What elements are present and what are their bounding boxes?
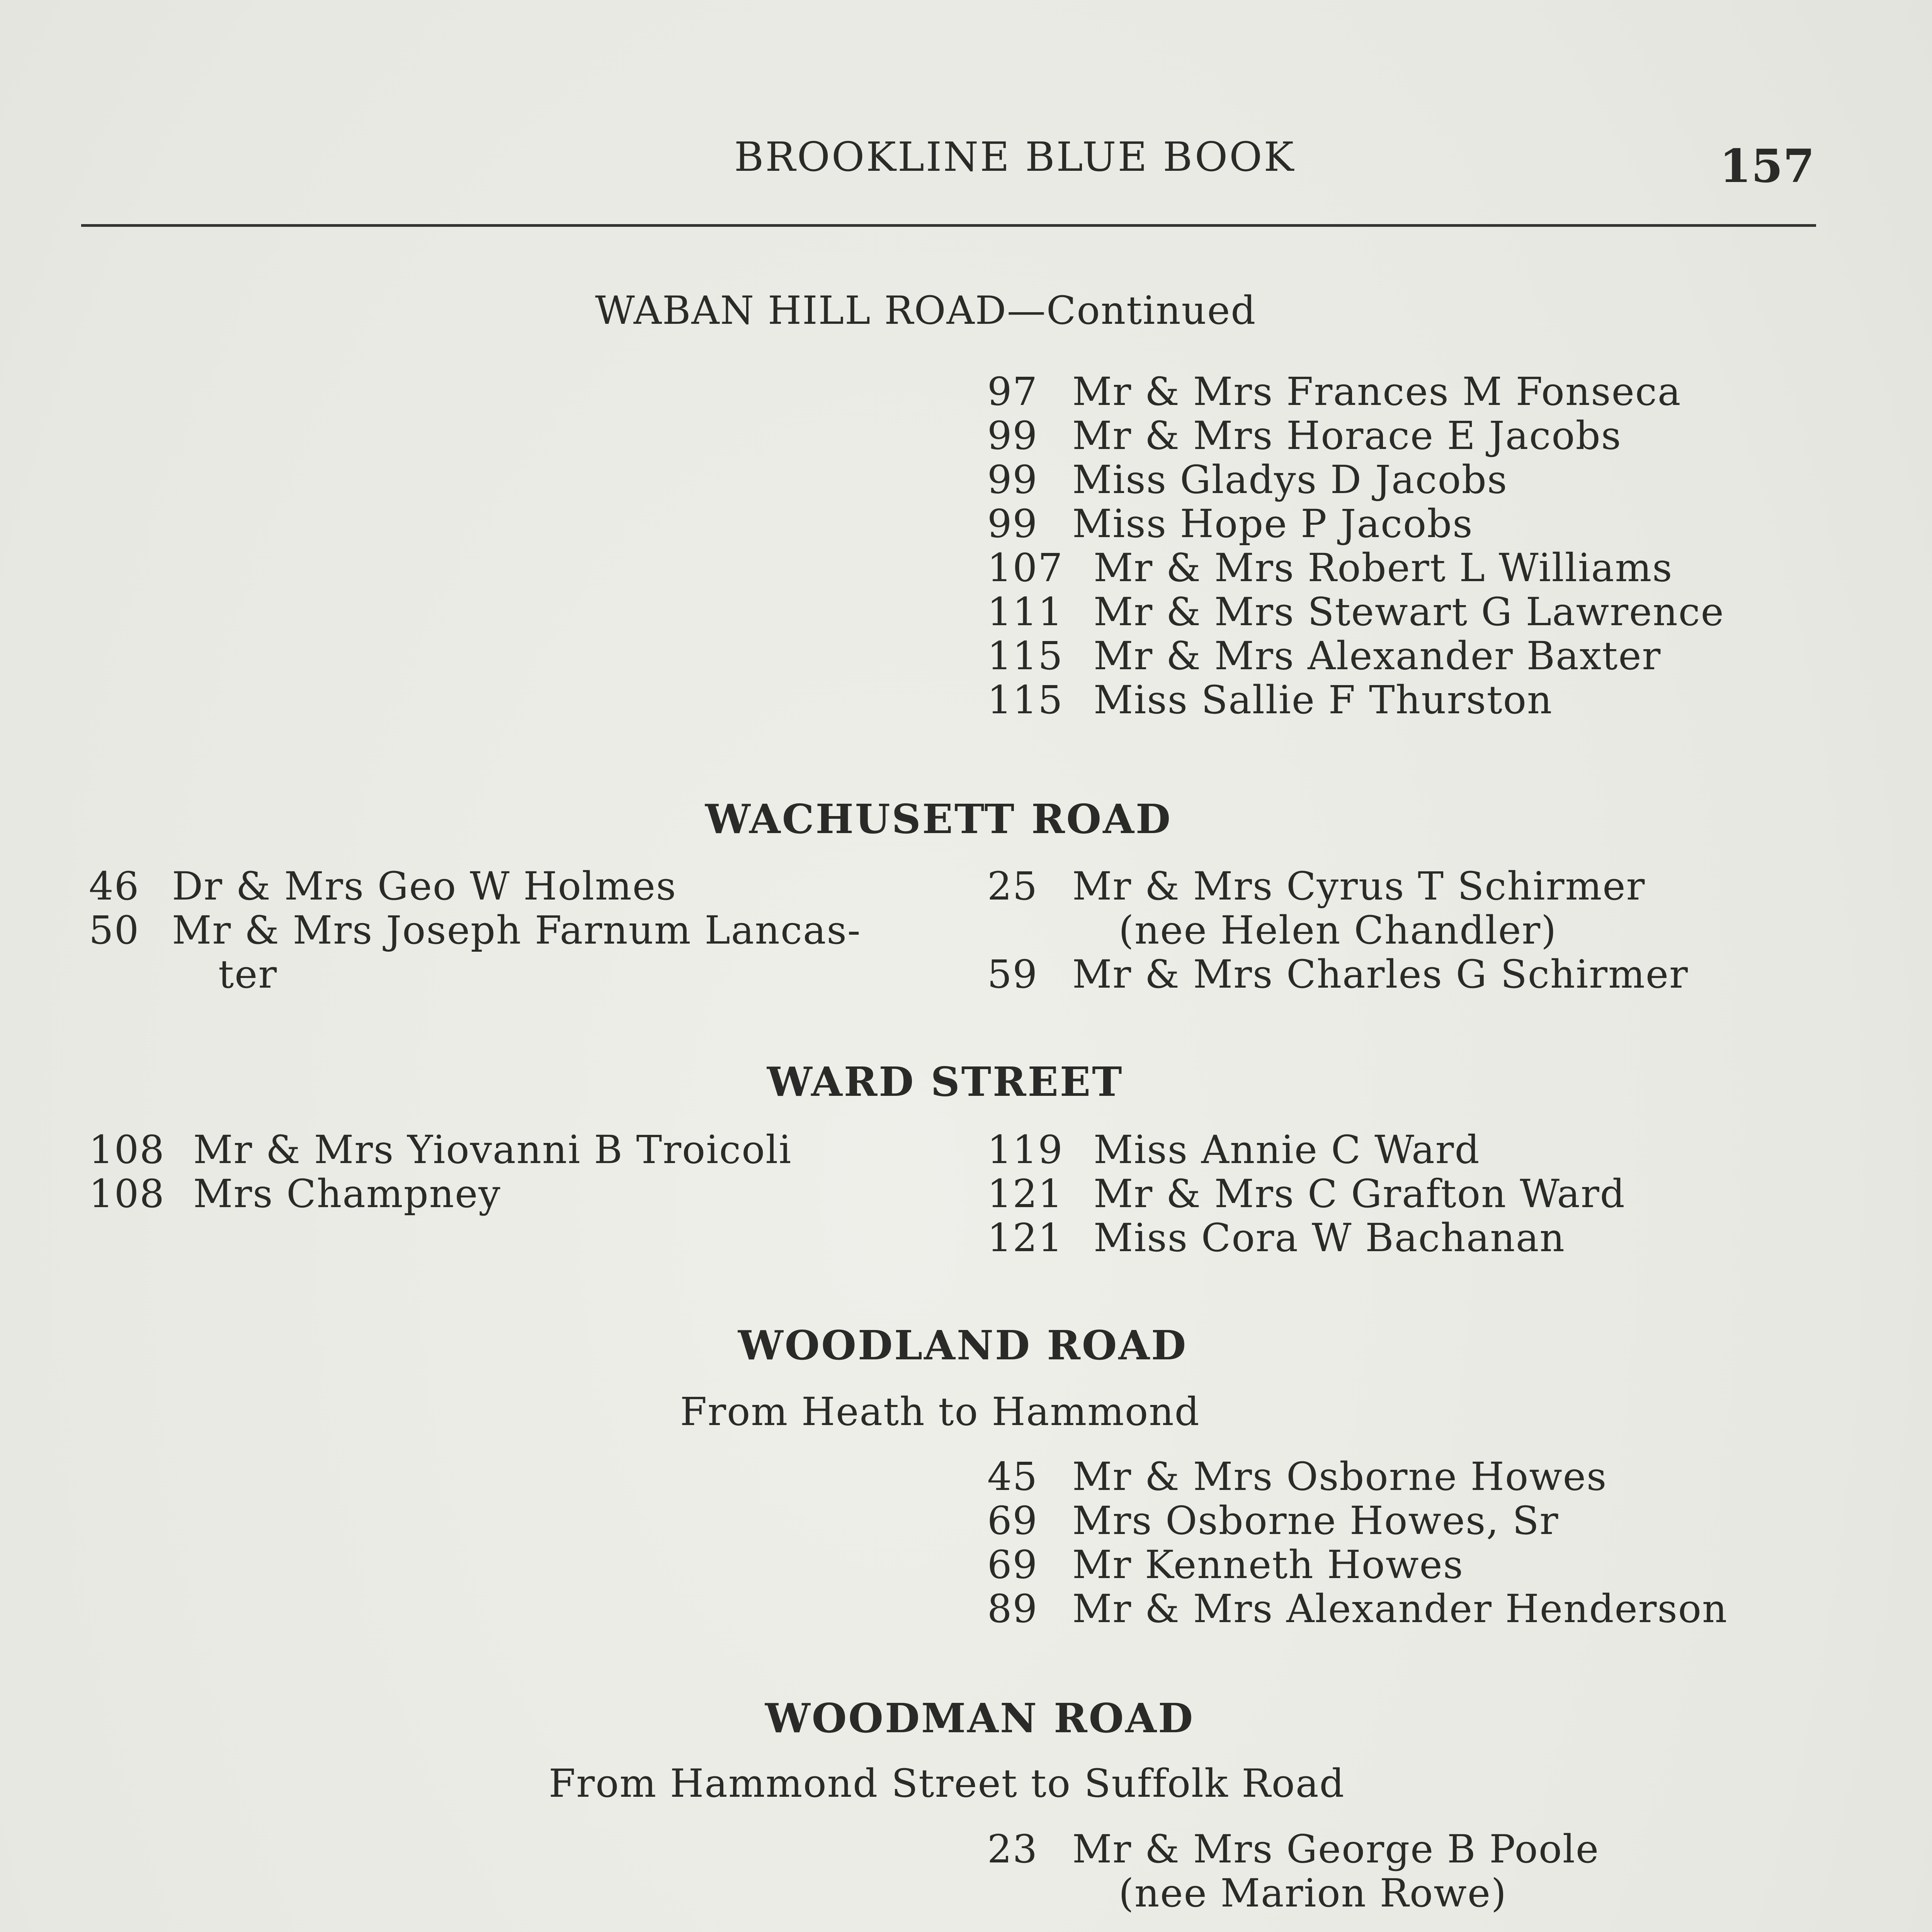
house-number: 99 [987, 413, 1038, 458]
house-number: 99 [987, 457, 1038, 502]
section-title-woodland: WOODLAND ROAD [738, 1321, 1188, 1369]
resident-name: Mr & Mrs Cyrus T Schirmer [1072, 864, 1646, 909]
resident-name: Mr Kenneth Howes [1072, 1542, 1464, 1587]
resident-name: Mr & Mrs C Grafton Ward [1094, 1171, 1626, 1216]
resident-name: Mr & Mrs Charles G Schirmer [1072, 952, 1689, 997]
house-number: 121 [987, 1215, 1063, 1260]
resident-name: Mr & Mrs Yiovanni B Troicoli [193, 1127, 792, 1172]
resident-name: Miss Cora W Bachanan [1094, 1215, 1565, 1260]
house-number: 107 [987, 545, 1063, 590]
resident-name: Mrs Champney [193, 1171, 501, 1216]
page-number: 157 [1719, 139, 1815, 193]
house-number: 108 [89, 1127, 165, 1172]
house-number: 59 [987, 952, 1038, 997]
resident-name: Mr & Mrs Horace E Jacobs [1072, 413, 1622, 458]
resident-name: Mrs Osborne Howes, Sr [1072, 1498, 1559, 1543]
house-number: 115 [987, 633, 1063, 679]
section-title-waban-hill: WABAN HILL ROAD—Continued [595, 288, 1257, 333]
resident-name: Mr & Mrs Osborne Howes [1072, 1454, 1607, 1499]
header-rule [81, 224, 1816, 227]
house-number: 111 [987, 589, 1063, 634]
house-number: 25 [987, 864, 1038, 909]
house-number: 23 [987, 1827, 1038, 1872]
resident-name: Miss Annie C Ward [1094, 1127, 1480, 1172]
resident-name: Mr & Mrs George B Poole [1072, 1827, 1600, 1872]
resident-name: Mr & Mrs Stewart G Lawrence [1094, 589, 1725, 634]
resident-name: ter [218, 952, 278, 997]
house-number: 46 [89, 864, 140, 909]
house-number: 45 [987, 1454, 1038, 1499]
resident-name: Mr & Mrs Joseph Farnum Lancas- [172, 908, 861, 953]
resident-name: Miss Gladys D Jacobs [1072, 457, 1508, 502]
resident-name: Miss Sallie F Thurston [1094, 677, 1553, 723]
house-number: 119 [987, 1127, 1063, 1172]
house-number: 115 [987, 677, 1063, 723]
resident-name: Miss Hope P Jacobs [1072, 501, 1473, 546]
running-head: BROOKLINE BLUE BOOK [734, 133, 1296, 180]
house-number: 97 [987, 369, 1038, 414]
resident-name: Dr & Mrs Geo W Holmes [172, 864, 677, 909]
section-subtitle-woodman: From Hammond Street to Suffolk Road [549, 1761, 1345, 1806]
resident-name: Mr & Mrs Alexander Henderson [1072, 1586, 1728, 1631]
house-number: 69 [987, 1542, 1038, 1587]
resident-name: (nee Helen Chandler) [1119, 908, 1557, 953]
resident-name: Mr & Mrs Alexander Baxter [1094, 633, 1662, 679]
house-number: 89 [987, 1586, 1038, 1631]
section-title-wachusett: WACHUSETT ROAD [705, 795, 1172, 843]
section-subtitle-woodland: From Heath to Hammond [680, 1389, 1200, 1434]
house-number: 108 [89, 1171, 165, 1216]
resident-name: Mr & Mrs Frances M Fonseca [1072, 369, 1682, 414]
resident-name: (nee Marion Rowe) [1119, 1871, 1507, 1916]
house-number: 69 [987, 1498, 1038, 1543]
house-number: 50 [89, 908, 140, 953]
house-number: 99 [987, 501, 1038, 546]
resident-name: Mr & Mrs Robert L Williams [1094, 545, 1673, 590]
section-title-ward: WARD STREET [767, 1058, 1124, 1105]
house-number: 121 [987, 1171, 1063, 1216]
section-title-woodman: WOODMAN ROAD [765, 1694, 1195, 1742]
